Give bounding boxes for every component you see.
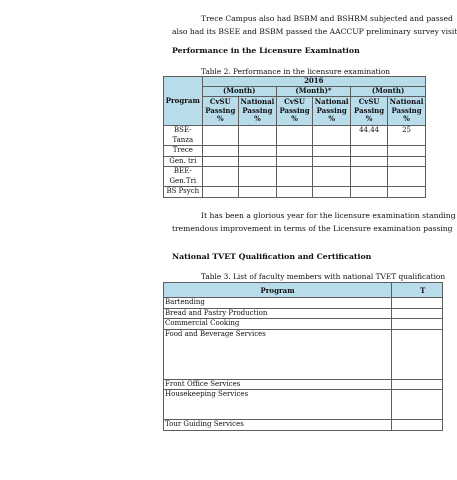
month-group-2: (Month)* [276,87,350,97]
value-cell [276,187,312,198]
tvet-program-cell: Bread and Pastry Production [164,308,392,319]
value-cell [276,156,312,167]
table-row [164,308,443,319]
value-cell [388,146,426,157]
value-cell: 44.44 [351,126,388,146]
value-cell [202,156,238,167]
program-cell: Trece [164,146,203,157]
table-row [164,298,443,309]
tvet-value-cell [392,390,443,420]
section-heading-licensure: Performance in the Licensure Examination [172,46,360,55]
table-2-caption: Table 2. Performance in the licensure examination [201,67,391,76]
intro-line-1: Trece Campus also had BSBM and BSHRM subjected and passed [201,14,453,23]
tvet-value-cell [392,379,443,390]
month-group-1: (Month) [202,87,276,97]
tvet-program-cell: Bartending [164,298,392,309]
tvet-program-cell: Tour Guiding Services [164,420,392,431]
value-cell [202,187,238,198]
month-group-3: (Month) [351,87,426,97]
subcol-3: CvSU Passing % [276,97,312,126]
program-header: Program [164,77,203,126]
value-cell [238,146,276,157]
subcol-6: National Passing % [388,97,426,126]
value-cell [276,146,312,157]
licensure-paragraph-line-2: tremendous improvement in terms of the Licensure examination passing [172,224,453,233]
value-cell [238,126,276,146]
tvet-program-cell: Housekeeping Services [164,390,392,420]
program-cell: BSE-Tanza [164,126,203,146]
table-row [164,187,426,198]
value-cell [202,146,238,157]
value-cell [238,187,276,198]
value-cell [351,156,388,167]
table-row [164,420,443,431]
value-cell [238,167,276,187]
table-row [164,390,443,420]
value-cell [313,156,351,167]
table-row [164,167,426,187]
tvet-table [163,282,443,431]
value-cell [276,126,312,146]
subcol-5: CvSU Passing % [351,97,388,126]
value-cell [351,187,388,198]
table-row [164,329,443,379]
table-row [164,146,426,157]
value-cell [351,167,388,187]
value-cell [238,156,276,167]
tvet-program-cell: Front Office Services [164,379,392,390]
table-row [164,156,426,167]
section-heading-tvet: National TVET Qualification and Certification [172,252,372,261]
value-cell [202,126,238,146]
tvet-value-cell [392,420,443,431]
value-cell [276,167,312,187]
program-cell: BS Psych [164,187,203,198]
value-cell [313,187,351,198]
table-row [164,319,443,330]
value-cell [388,167,426,187]
tvet-program-cell: Food and Beverage Services [164,329,392,379]
tvet-value-cell [392,319,443,330]
licensure-table [163,76,426,198]
tvet-second-header: T [392,283,443,298]
value-cell [388,156,426,167]
year-header: 2016 [202,77,425,87]
value-cell: 25 [388,126,426,146]
table-row [164,379,443,390]
tvet-program-cell: Commercial Cooking [164,319,392,330]
value-cell [202,167,238,187]
intro-line-2: also had its BSEE and BSBM passed the AACCUP preliminary survey visit [172,27,457,36]
tvet-program-header: Program [164,283,392,298]
licensure-paragraph-line-1: It has been a glorious year for the licensure examination standing [201,211,456,220]
subcol-2: National Passing % [238,97,276,126]
table-row [164,126,426,146]
value-cell [351,146,388,157]
table-3-caption: Table 3. List of faculty members with national TVET qualification [201,272,446,281]
value-cell [313,126,351,146]
value-cell [313,167,351,187]
subcol-4: National Passing % [313,97,351,126]
tvet-value-cell [392,298,443,309]
value-cell [313,146,351,157]
subcol-1: CvSU Passing % [202,97,238,126]
value-cell [388,187,426,198]
tvet-value-cell [392,308,443,319]
tvet-value-cell [392,329,443,379]
program-cell: BEE-Gen.Tri [164,167,203,187]
program-cell: Gen. tri [164,156,203,167]
